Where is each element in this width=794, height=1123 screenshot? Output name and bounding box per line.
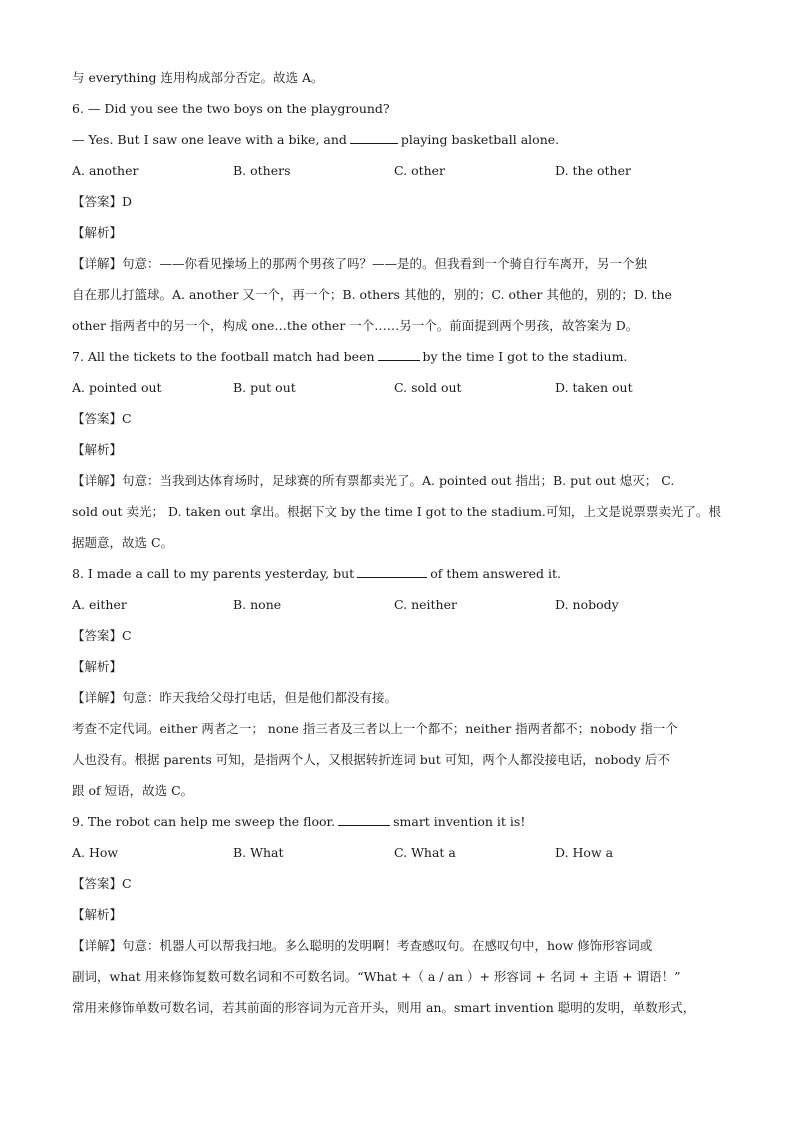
question-9-stem-post: smart invention it is!	[393, 814, 526, 829]
option-a: A. How	[72, 845, 119, 860]
question-9-stem-pre: 9. The robot can help me sweep the floor.	[72, 814, 336, 829]
question-8-options	[72, 589, 722, 620]
question-6-detail: 自在那儿打篮球。A. another 又一个，再一个；B. others 其他的，别的；C. other 其他的，别的；D. the	[72, 287, 672, 302]
option-c: C. neither	[394, 597, 457, 612]
option-b: B. others	[233, 163, 291, 178]
question-7-stem	[72, 341, 722, 372]
question-8-stem-post: of them answered it.	[430, 566, 561, 581]
question-7-detail: 【详解】句意：当我到达体育场时，足球赛的所有票都卖光了。A. pointed out 指出；B. put out 熄灭； C.	[72, 473, 675, 488]
question-7-stem-pre: 7. All the tickets to the football match had been	[72, 349, 375, 364]
question-8-detail: 人也没有。根据 parents 可知，是指两个人，又根据转折连词 but 可知，两个人都没接电话，nobody 后不	[72, 752, 670, 767]
option-b: B. put out	[233, 380, 296, 395]
question-8-detail: 【详解】句意：昨天我给父母打电话，但是他们都没有接。	[72, 690, 398, 705]
answer-blank	[338, 813, 390, 826]
question-9-stem	[72, 806, 722, 837]
answer-blank	[357, 565, 427, 578]
question-9-detail: 【详解】句意：机器人可以帮我扫地。多么聪明的发明啊！考查感叹句。在感叹句中，how 修饰形容词或	[72, 938, 653, 953]
option-d: D. How a	[555, 845, 614, 860]
option-c: C. sold out	[394, 380, 462, 395]
answer-blank	[378, 348, 420, 361]
question-8-detail: 跟 of 短语，故选 C。	[72, 783, 194, 798]
option-d: D. nobody	[555, 597, 619, 612]
question-7-options	[72, 372, 722, 403]
document-page	[72, 62, 722, 1023]
question-8-stem	[72, 558, 722, 589]
question-8-analysis: 【解析】	[72, 659, 123, 674]
question-6-answer: 【答案】D	[72, 194, 133, 209]
question-6-detail: 【详解】句意：——你看见操场上的那两个男孩了吗？——是的。但我看到一个骑自行车离开，另一个独	[72, 256, 648, 271]
question-6-line2-post: playing basketball alone.	[400, 132, 560, 147]
option-c: C. other	[394, 163, 446, 178]
question-9-options	[72, 837, 722, 868]
question-9-detail: 常用来修饰单数可数名词，若其前面的形容词为元音开头，则用 an。smart invention 聪明的发明，单数形式，	[72, 1000, 696, 1015]
question-7-detail: 据题意，故选 C。	[72, 535, 174, 550]
question-7-answer: 【答案】C	[72, 411, 132, 426]
question-6-stem: 6. — Did you see the two boys on the playground?	[72, 101, 390, 116]
question-6-line2	[72, 124, 722, 155]
question-6-analysis: 【解析】	[72, 225, 123, 240]
option-a: A. another	[72, 163, 139, 178]
option-a: A. either	[72, 597, 127, 612]
question-7-detail: sold out 卖光； D. taken out 拿出。根据下文 by the time I got to the stadium.可知，上文是说票票卖光了。根	[72, 504, 721, 519]
question-8-detail: 考查不定代词。either 两者之一； none 指三者及三者以上一个都不；neither 指两者都不；nobody 指一个	[72, 721, 678, 736]
question-9-detail: 副词，what 用来修饰复数可数名词和不可数名词。“What +（ a / an ）+ 形容词 + 名词 + 主语 + 谓语！”	[72, 969, 681, 984]
text-line: 与 everything 连用构成部分否定。故选 A。	[72, 70, 324, 85]
option-a: A. pointed out	[72, 380, 162, 395]
option-d: D. the other	[555, 163, 631, 178]
answer-blank	[350, 131, 398, 144]
question-8-stem-pre: 8. I made a call to my parents yesterday, but	[72, 566, 355, 581]
question-9-answer: 【答案】C	[72, 876, 132, 891]
question-9-analysis: 【解析】	[72, 907, 123, 922]
question-7-stem-post: by the time I got to the stadium.	[422, 349, 628, 364]
question-6-line2-pre: — Yes. But I saw one leave with a bike, and	[72, 132, 347, 147]
option-b: B. none	[233, 597, 282, 612]
option-c: C. What a	[394, 845, 456, 860]
question-8-answer: 【答案】C	[72, 628, 132, 643]
option-b: B. What	[233, 845, 284, 860]
question-6-options	[72, 155, 722, 186]
question-6-detail: other 指两者中的另一个，构成 one…the other 一个……另一个。前面提到两个男孩，故答案为 D。	[72, 318, 639, 333]
question-7-analysis: 【解析】	[72, 442, 123, 457]
option-d: D. taken out	[555, 380, 633, 395]
